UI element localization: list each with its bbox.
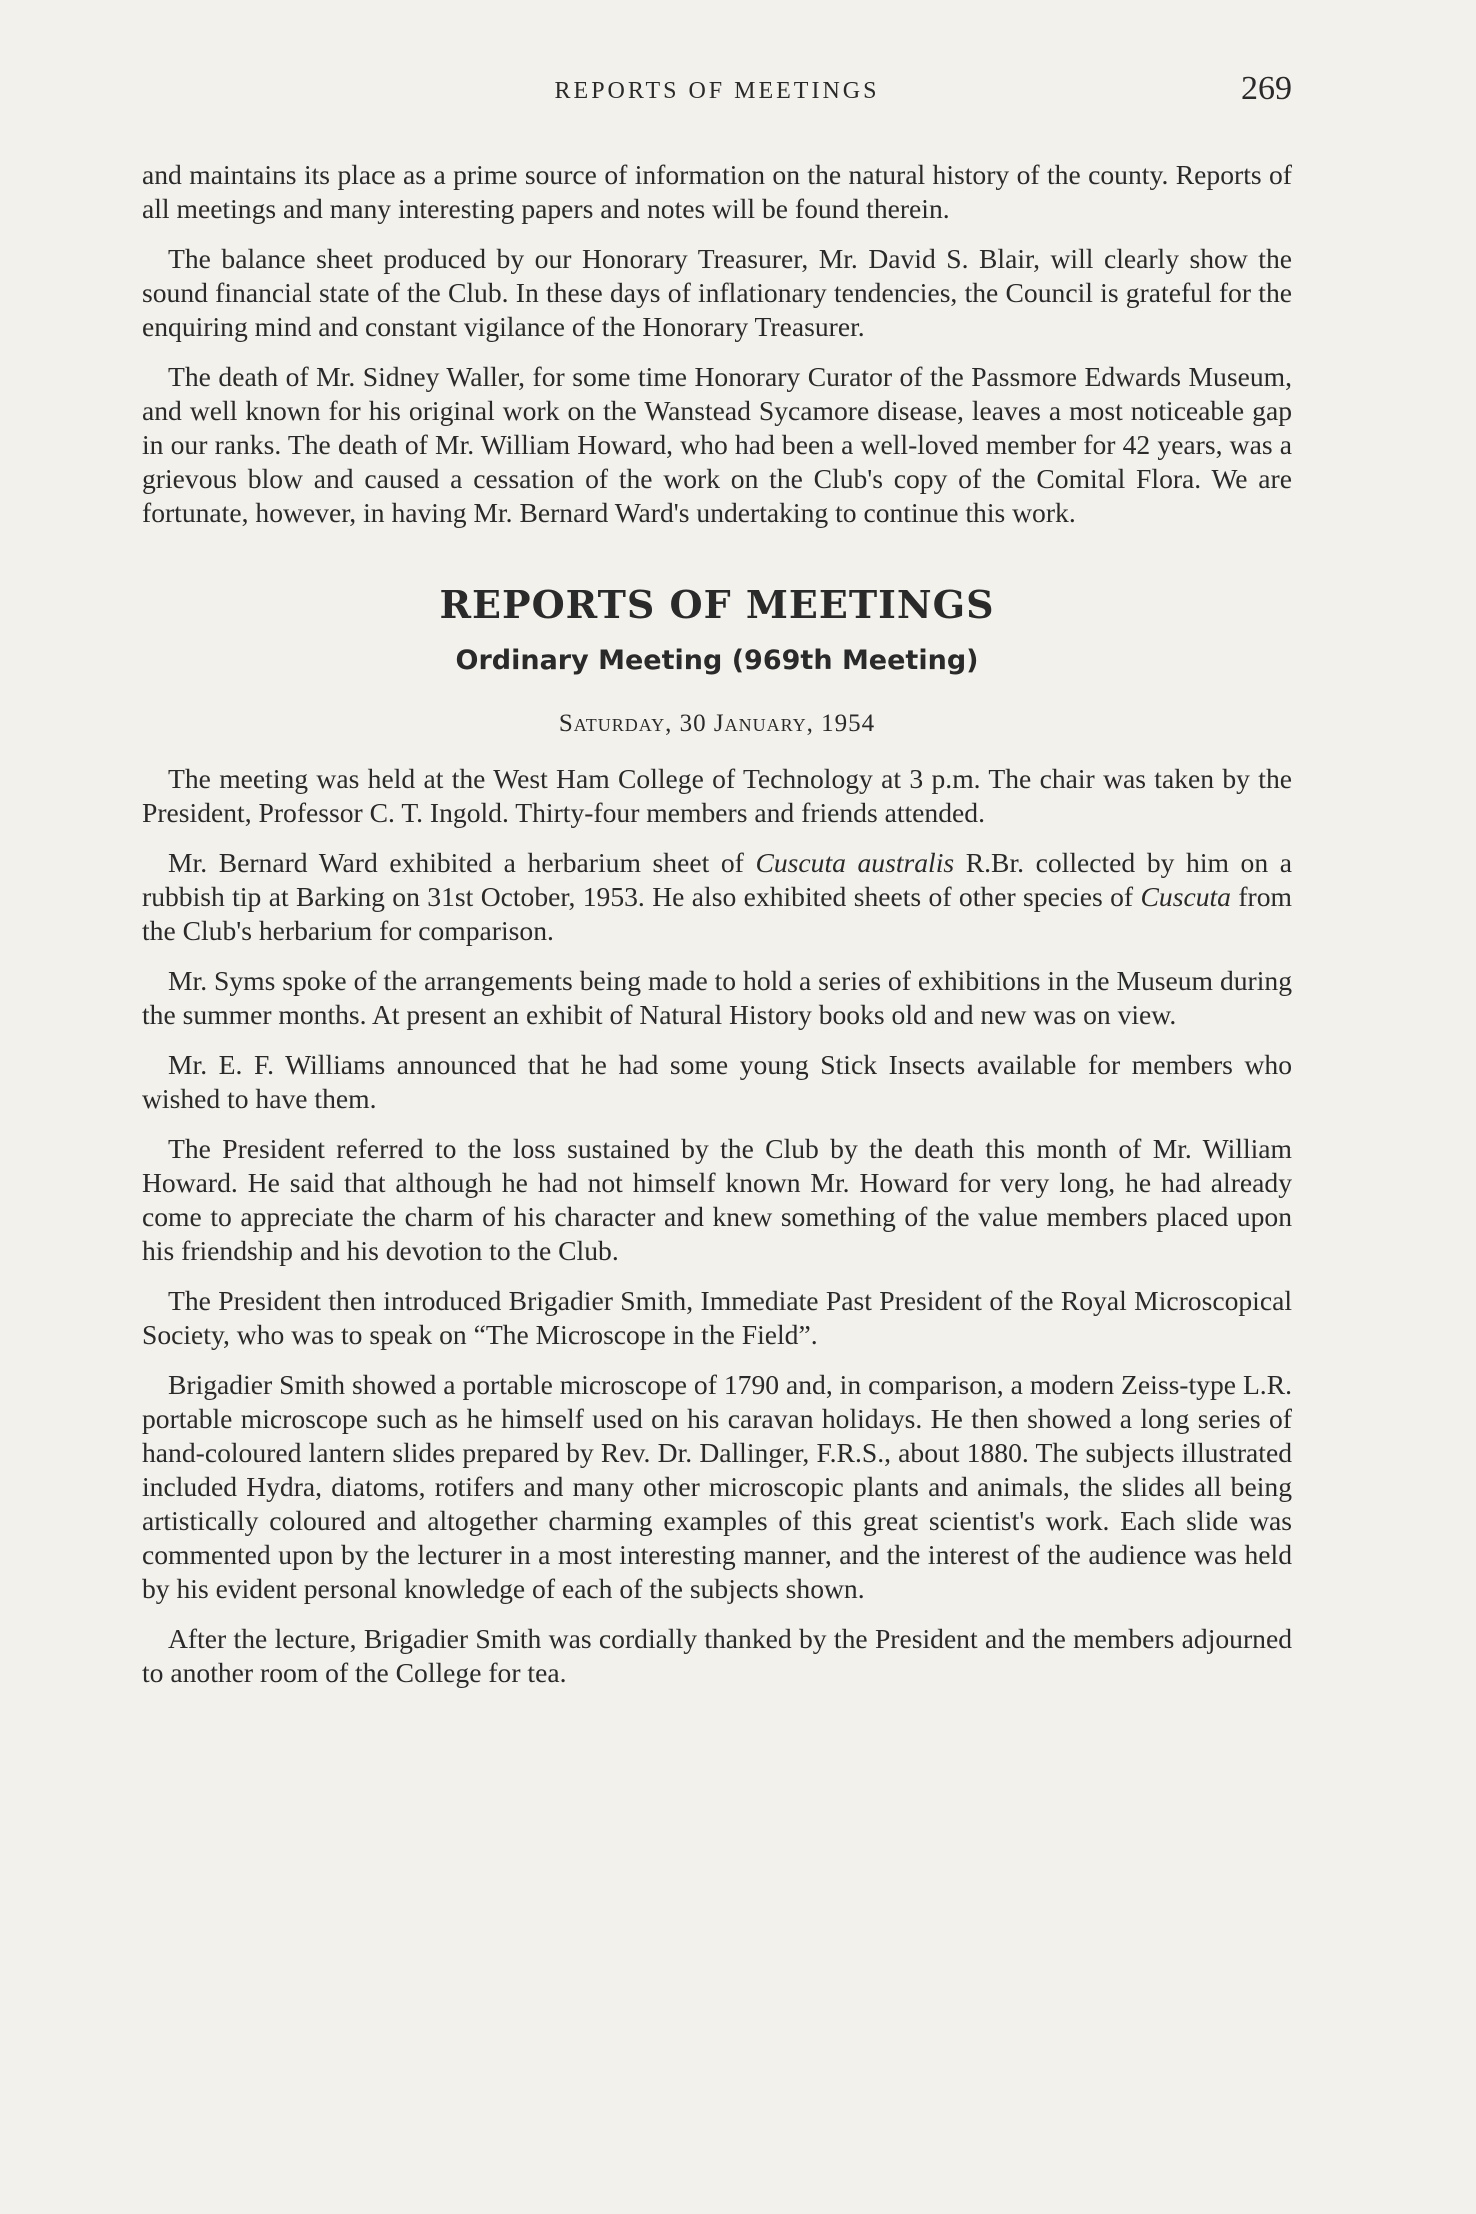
meeting-date-year: 1954 xyxy=(813,710,876,737)
intro-paragraph-balance-sheet: The balance sheet produced by our Honorary Treasurer, Mr. David S. Blair, will clearly show the sound financial state of the Club. In these days of inflationary tendencies, the Council is grateful for the enquiring mind and constant vigilance of the Honorary Treasurer. xyxy=(142,243,1292,342)
meeting-paragraph-herbarium xyxy=(142,846,1292,948)
meeting-paragraph-stick-insects: Mr. E. F. Williams announced that he had some young Stick Insects available for members who wished to have them. xyxy=(142,1049,1292,1114)
meeting-paragraph-closing: After the lecture, Brigadier Smith was cordially thanked by the President and the members adjourned to another room of the College for tea. xyxy=(142,1623,1292,1688)
meeting-subtitle: Ordinary Meeting (969th Meeting) xyxy=(455,645,979,676)
section-title: REPORTS OF MEETINGS xyxy=(439,582,995,627)
intro-paragraph-continued: and maintains its place as a prime source of information on the natural history of the county. Reports of all meetings and many interesting papers and notes will be found therein. xyxy=(142,159,1292,224)
species-name: Cuscuta australis xyxy=(755,847,955,878)
meeting-paragraph-lecture: Brigadier Smith showed a portable microscope of 1790 and, in comparison, a modern Zeiss-type L.R. portable microscope such as he himself used on his caravan holidays. He then showed a long series of hand-coloured lantern slides prepared by Rev. Dr. Dallinger, F.R.S., about 1880. The subjects illustrated included Hydra, diatoms, rotifers and many other microscopic plants and animals, the slides all being artistically coloured and altogether charming examples of this great scientist's work. Each slide was commented upon by the lecturer in a most interesting manner, and the interest of the audience was held by his evident personal knowledge of each of the subjects shown. xyxy=(142,1369,1292,1604)
running-header xyxy=(142,70,1292,118)
meeting-paragraph-introduction: The President then introduced Brigadier Smith, Immediate Past President of the Royal Microscopical Society, who was to speak on “The Microscope in the Field”. xyxy=(142,1285,1292,1350)
body-text xyxy=(142,158,1292,1706)
meeting-paragraph-venue: The meeting was held at the West Ham College of Technology at 3 p.m. The chair was taken by the President, Professor C. T. Ingold. Thirty-four members and friends attended. xyxy=(142,763,1292,828)
meeting-paragraph-tribute: The President referred to the loss sustained by the Club by the death this month of Mr. William Howard. He said that although he had not himself known Mr. Howard for very long, he had already come to appreciate the charm of his character and knew something of the value members placed upon his friendship and his devotion to the Club. xyxy=(142,1133,1292,1266)
herbarium-text-b: R.Br. collected by him on a rubbish tip at Barking on 31st October, 1953. He also exhibited sheets of other species of xyxy=(142,847,1293,912)
meeting-date-number: 30 xyxy=(672,710,714,737)
page-number: 269 xyxy=(1241,70,1292,107)
herbarium-text-a: Mr. Bernard Ward exhibited a herbarium sheet of xyxy=(168,847,756,878)
running-title: REPORTS OF MEETINGS xyxy=(554,78,880,104)
herbarium-text-c: from the Club's herbarium for comparison. xyxy=(142,881,1292,946)
genus-name: Cuscuta xyxy=(1140,881,1231,912)
meeting-paragraph-exhibitions: Mr. Syms spoke of the arrangements being made to hold a series of exhibitions in the Museum during the summer months. At present an exhibit of Natural History books old and new was on view. xyxy=(142,965,1292,1030)
meeting-date-month: January, xyxy=(713,710,814,737)
intro-paragraph-obituaries: The death of Mr. Sidney Waller, for some time Honorary Curator of the Passmore Edwards Museum, and well known for his original work on the Wanstead Sycamore disease, leaves a most noticeable gap in our ranks. The death of Mr. William Howard, who had been a well-loved member for 42 years, was a grievous blow and caused a cessation of the work on the Club's copy of the Comital Flora. We are fortunate, however, in having Mr. Bernard Ward's undertaking to continue this work. xyxy=(142,361,1292,528)
meeting-date xyxy=(142,710,1292,738)
meeting-date-day: Saturday, xyxy=(558,710,673,737)
